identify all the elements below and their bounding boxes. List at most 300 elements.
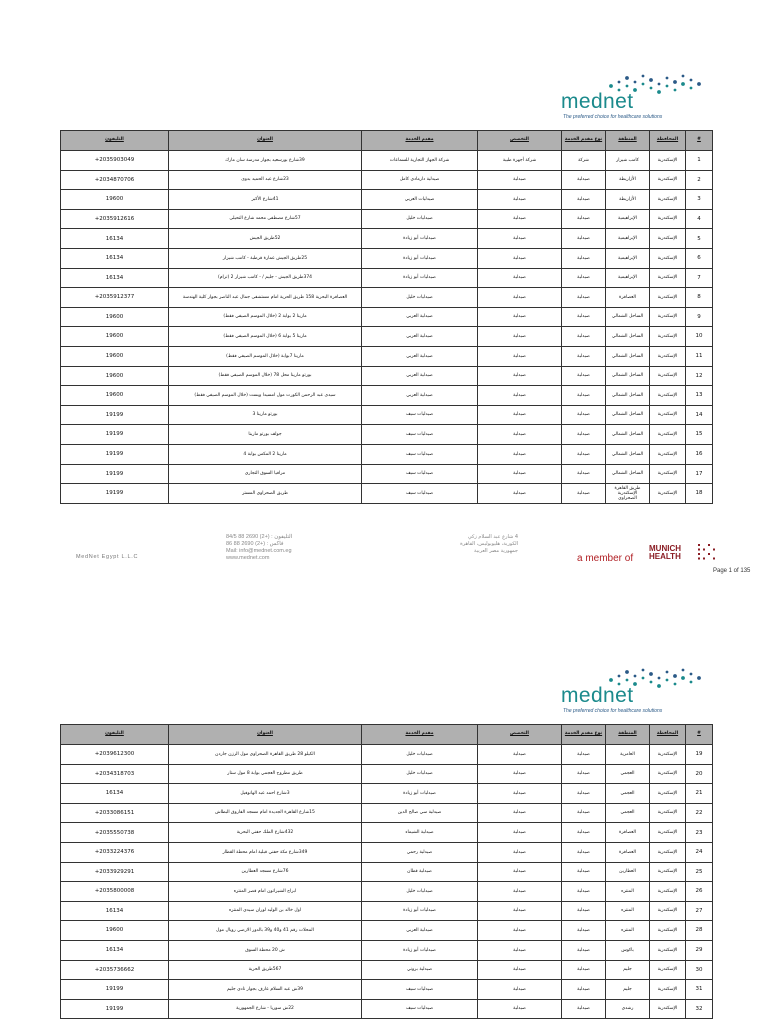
logo-dot <box>626 679 629 682</box>
cell-specialty: صيدلية <box>478 209 562 229</box>
cell-provider-type: صيدلية <box>562 346 606 366</box>
logo-dot <box>658 677 661 680</box>
logo-dot <box>690 87 693 90</box>
cell-address: مارينا 2 المكس بوابة 4 <box>169 444 362 464</box>
cell-provider-name: صيدليات سيف <box>362 484 478 504</box>
cell-governorate: الإسكندرية <box>650 784 686 804</box>
column-header-provider-name: مقدم الخدمة <box>362 725 478 745</box>
cell-area: العصافرة <box>606 288 650 308</box>
munich-health-dot <box>703 558 705 560</box>
cell-area: الساحل الشمالي <box>606 464 650 484</box>
cell-area: الساحل الشمالي <box>606 366 650 386</box>
cell-phone: 19600 <box>61 346 169 366</box>
table-row <box>61 882 713 902</box>
cell-row-number: 29 <box>686 940 713 960</box>
cell-phone: +2034318703 <box>61 764 169 784</box>
cell-specialty: صيدلية <box>478 823 562 843</box>
cell-address: بورتو مارينا محل 78 (خلال الموسم الصيفي فقط) <box>169 366 362 386</box>
logo-dot <box>649 78 653 82</box>
cell-area: الساحل الشمالي <box>606 346 650 366</box>
cell-governorate: الإسكندرية <box>650 190 686 210</box>
cell-provider-name: صيدليات العربي <box>362 190 478 210</box>
cell-address: 432شارع الملك حفني البحرية <box>169 823 362 843</box>
cell-phone: 16134 <box>61 248 169 268</box>
cell-governorate: الإسكندرية <box>650 862 686 882</box>
logo-dot <box>642 83 645 86</box>
logo-dot <box>690 681 693 684</box>
cell-provider-type: صيدلية <box>562 764 606 784</box>
cell-phone: 19199 <box>61 444 169 464</box>
cell-provider-type: شركة <box>562 151 606 171</box>
cell-specialty: صيدلية <box>478 229 562 249</box>
cell-phone: 16134 <box>61 784 169 804</box>
cell-area: العصافرة <box>606 842 650 862</box>
table-row <box>61 209 713 229</box>
cell-row-number: 2 <box>686 170 713 190</box>
cell-provider-type: صيدلية <box>562 464 606 484</box>
cell-provider-name: صيدليات خليل <box>362 209 478 229</box>
cell-governorate: الإسكندرية <box>650 921 686 941</box>
logo-dot <box>618 675 621 678</box>
cell-phone: 19199 <box>61 484 169 504</box>
cell-provider-name: صيدليات أبو زيادة <box>362 784 478 804</box>
cell-address: مارينا 5 بوابة 6 (خلال الموسم الصيفي فقط) <box>169 327 362 347</box>
cell-address: 374طريق الجيش - جليم / - كامب شيزار 2 (ترام) <box>169 268 362 288</box>
munich-health-dot <box>698 544 700 546</box>
cell-row-number: 23 <box>686 823 713 843</box>
cell-governorate: الإسكندرية <box>650 901 686 921</box>
cell-area: المنتزه <box>606 882 650 902</box>
cell-phone: 19199 <box>61 464 169 484</box>
cell-row-number: 13 <box>686 386 713 406</box>
cell-provider-type: صيدلية <box>562 268 606 288</box>
cell-address: ابراج الشيراتون امام قصر المنتزه <box>169 882 362 902</box>
logo-dot <box>609 678 613 682</box>
cell-address: مرافيا السوق التجاري <box>169 464 362 484</box>
cell-provider-name: صيدلية رحمي <box>362 842 478 862</box>
table-body <box>61 151 713 504</box>
cell-row-number: 14 <box>686 405 713 425</box>
logo-dot <box>609 84 613 88</box>
cell-provider-type: صيدلية <box>562 425 606 445</box>
logo-dot <box>657 90 661 94</box>
cell-row-number: 18 <box>686 484 713 504</box>
cell-phone: 19600 <box>61 921 169 941</box>
cell-address: 349شارع مكة حفني قبلية امام محطة القطار <box>169 842 362 862</box>
cell-area: العطارين <box>606 862 650 882</box>
cell-row-number: 8 <box>686 288 713 308</box>
cell-address: 41شارع الأكبر <box>169 190 362 210</box>
cell-specialty: صيدلية <box>478 307 562 327</box>
cell-provider-type: صيدلية <box>562 444 606 464</box>
footer-contact <box>226 534 292 562</box>
cell-area: الساحل الشمالي <box>606 327 650 347</box>
table-row <box>61 784 713 804</box>
cell-provider-type: صيدلية <box>562 921 606 941</box>
cell-address: 15شارع القاهرة الجديدة امام مسجد الفاروق البطاش <box>169 803 362 823</box>
logo-dot <box>626 85 629 88</box>
cell-area: الإبراهيمية <box>606 248 650 268</box>
table-row <box>61 170 713 190</box>
cell-phone: 19600 <box>61 190 169 210</box>
column-header-specialty: التخصص <box>478 131 562 151</box>
cell-phone: 19600 <box>61 366 169 386</box>
logo-dot <box>673 80 677 84</box>
cell-phone: 19600 <box>61 386 169 406</box>
cell-address: 25طريق الجيش عمارة قرطبة - كامب شيزار <box>169 248 362 268</box>
cell-address: طريق الصحراوي المستر <box>169 484 362 504</box>
table-row <box>61 921 713 941</box>
cell-provider-name: صيدليات أبو زيادة <box>362 229 478 249</box>
column-header-address: العنوان <box>169 131 362 151</box>
cell-specialty: صيدلية <box>478 366 562 386</box>
table-row <box>61 190 713 210</box>
cell-provider-name: صيدليات خليل <box>362 882 478 902</box>
cell-governorate: الإسكندرية <box>650 327 686 347</box>
cell-phone: 16134 <box>61 229 169 249</box>
cell-provider-name: صيدلية العربي <box>362 366 478 386</box>
munich-health-dot <box>703 549 705 551</box>
cell-provider-type: صيدلية <box>562 229 606 249</box>
table-header-row <box>61 131 713 151</box>
cell-address: 39شارع بورسعيد بجوار مدرسة سان مارك <box>169 151 362 171</box>
cell-specialty: صيدلية <box>478 288 562 308</box>
logo-dot <box>634 675 637 678</box>
cell-row-number: 3 <box>686 190 713 210</box>
cell-row-number: 20 <box>686 764 713 784</box>
cell-address: 57شارع مصطفى محمد شارع التحيلى <box>169 209 362 229</box>
cell-phone: +2035736662 <box>61 960 169 980</box>
cell-governorate: الإسكندرية <box>650 229 686 249</box>
cell-provider-type: صيدلية <box>562 901 606 921</box>
cell-governorate: الإسكندرية <box>650 745 686 765</box>
cell-provider-type: صيدلية <box>562 980 606 1000</box>
cell-governorate: الإسكندرية <box>650 882 686 902</box>
logo-dot <box>666 85 669 88</box>
cell-provider-name: صيدليات خليل <box>362 745 478 765</box>
table-row <box>61 901 713 921</box>
providers-table-2 <box>60 724 713 1019</box>
table-row <box>61 229 713 249</box>
cell-address: مارينا 7بوابة (خلال الموسم الصيفي فقط) <box>169 346 362 366</box>
logo-dot <box>682 669 685 672</box>
munich-health-dot <box>698 553 700 555</box>
cell-phone: +2033086151 <box>61 803 169 823</box>
logo-dot <box>681 82 685 86</box>
cell-provider-name: صيدليات أبو زيادة <box>362 940 478 960</box>
cell-area: الأزاريطة <box>606 170 650 190</box>
table-row <box>61 764 713 784</box>
cell-row-number: 22 <box>686 803 713 823</box>
cell-specialty: صيدلية <box>478 248 562 268</box>
logo-dot <box>633 682 637 686</box>
logo-dot <box>681 676 685 680</box>
cell-area: العامرية <box>606 745 650 765</box>
cell-specialty: صيدلية <box>478 882 562 902</box>
column-header-phone: التليفون <box>61 725 169 745</box>
cell-provider-type: صيدلية <box>562 999 606 1019</box>
table-row <box>61 366 713 386</box>
logo-dot <box>649 672 653 676</box>
cell-area: الساحل الشمالي <box>606 405 650 425</box>
cell-specialty: صيدلية <box>478 170 562 190</box>
footer-member-text: a member of <box>577 553 634 564</box>
column-header-area: المنطقة <box>606 131 650 151</box>
logo-dot <box>674 683 677 686</box>
column-header-provider-type: نوع مقدم الخدمة <box>562 725 606 745</box>
table-row <box>61 346 713 366</box>
cell-address: مارينا 2 بوابة 2 (خلال الموسم الصيفي فقط) <box>169 307 362 327</box>
table-row <box>61 248 713 268</box>
cell-provider-type: صيدلية <box>562 842 606 862</box>
logo-wordmark: mednet <box>561 684 634 707</box>
cell-row-number: 10 <box>686 327 713 347</box>
cell-phone: 16134 <box>61 901 169 921</box>
column-header-phone: التليفون <box>61 131 169 151</box>
cell-address: المحلات رقم 41 و40 و39 بالدور الارضي رويال مول <box>169 921 362 941</box>
page-number: Page 1 of 135 <box>713 568 751 574</box>
cell-phone: +2035903049 <box>61 151 169 171</box>
cell-area: العجمي <box>606 803 650 823</box>
cell-area: الساحل الشمالي <box>606 425 650 445</box>
cell-provider-name: صيدليات أبو زيادة <box>362 268 478 288</box>
logo-tagline: The preferred choice for healthcare solutions <box>563 114 663 120</box>
cell-provider-name: صيدلية العربي <box>362 921 478 941</box>
table-row <box>61 268 713 288</box>
cell-governorate: الإسكندرية <box>650 999 686 1019</box>
cell-specialty: صيدلية <box>478 784 562 804</box>
cell-phone: 19199 <box>61 999 169 1019</box>
cell-row-number: 11 <box>686 346 713 366</box>
cell-governorate: الإسكندرية <box>650 764 686 784</box>
cell-row-number: 16 <box>686 444 713 464</box>
logo-dot <box>666 671 669 674</box>
cell-governorate: الإسكندرية <box>650 803 686 823</box>
cell-provider-name: صيدلية قطان <box>362 862 478 882</box>
cell-phone: 19600 <box>61 327 169 347</box>
logo-dot <box>650 87 653 90</box>
cell-provider-name: صيدلية العربي <box>362 307 478 327</box>
cell-phone: +2035912377 <box>61 288 169 308</box>
munich-label: MUNICH <box>649 544 681 553</box>
table-row <box>61 327 713 347</box>
cell-row-number: 24 <box>686 842 713 862</box>
logo-dot <box>690 79 693 82</box>
cell-row-number: 9 <box>686 307 713 327</box>
cell-provider-name: صيدلية العربي <box>362 327 478 347</box>
logo-dot <box>682 75 685 78</box>
cell-governorate: الإسكندرية <box>650 288 686 308</box>
cell-phone: +2034870706 <box>61 170 169 190</box>
table-row <box>61 444 713 464</box>
footer-web: www.mednet.com <box>226 554 270 561</box>
logo-dot <box>634 81 637 84</box>
footer-address-line-3: جمهورية مصر العربية <box>474 547 518 554</box>
cell-area: الإبراهيمية <box>606 209 650 229</box>
cell-provider-name: صيدليات أبو زيادة <box>362 248 478 268</box>
cell-provider-name: صيدلية العربي <box>362 346 478 366</box>
cell-governorate: الإسكندرية <box>650 209 686 229</box>
cell-governorate: الإسكندرية <box>650 464 686 484</box>
footer-company: MedNet Egypt L.L.C <box>76 554 139 560</box>
cell-address: العصافرة البحرية 158 طريق الحرية امام مستشفى جمال عبد الناصر بجوار كلية الهندسة <box>169 288 362 308</box>
cell-phone: 19600 <box>61 307 169 327</box>
cell-provider-name: شركة الجهاز التجارية للسماعات <box>362 151 478 171</box>
cell-provider-type: صيدلية <box>562 248 606 268</box>
cell-area: جليم <box>606 960 650 980</box>
cell-governorate: الإسكندرية <box>650 405 686 425</box>
column-header-provider-type: نوع مقدم الخدمة <box>562 131 606 151</box>
cell-provider-type: صيدلية <box>562 209 606 229</box>
cell-governorate: الإسكندرية <box>650 960 686 980</box>
cell-phone: +2033224376 <box>61 842 169 862</box>
cell-governorate: الإسكندرية <box>650 940 686 960</box>
logo-dot <box>642 669 645 672</box>
cell-specialty: صيدلية <box>478 346 562 366</box>
column-header-governorate: المحافظة <box>650 725 686 745</box>
table-row <box>61 425 713 445</box>
cell-provider-type: صيدلية <box>562 862 606 882</box>
health-label: HEALTH <box>649 552 681 562</box>
table-row <box>61 862 713 882</box>
cell-specialty: صيدلية <box>478 268 562 288</box>
logo-dot <box>618 81 621 84</box>
table-row <box>61 940 713 960</box>
cell-area: المنتزه <box>606 901 650 921</box>
column-header-specialty: التخصص <box>478 725 562 745</box>
table-row <box>61 745 713 765</box>
cell-provider-type: صيدلية <box>562 327 606 347</box>
cell-governorate: الإسكندرية <box>650 170 686 190</box>
logo-dot <box>642 677 645 680</box>
cell-phone: +2035550738 <box>61 823 169 843</box>
cell-address: 3شارع احمد عبد الهانوفيل <box>169 784 362 804</box>
table-row <box>61 288 713 308</box>
cell-address: ش 20 محطة السوق <box>169 940 362 960</box>
cell-area: المنتزه <box>606 921 650 941</box>
cell-area: الإبراهيمية <box>606 229 650 249</box>
mednet-logo <box>561 72 711 128</box>
cell-provider-name: صيدلية سي صالح الدين <box>362 803 478 823</box>
cell-provider-type: صيدلية <box>562 960 606 980</box>
cell-provider-type: صيدلية <box>562 803 606 823</box>
table-row <box>61 464 713 484</box>
cell-provider-name: صيدليات خليل <box>362 764 478 784</box>
cell-specialty: صيدلية <box>478 190 562 210</box>
cell-provider-name: صيدلية الشيماء <box>362 823 478 843</box>
cell-governorate: الإسكندرية <box>650 346 686 366</box>
cell-specialty: شركة أجهزة طبية <box>478 151 562 171</box>
cell-row-number: 32 <box>686 999 713 1019</box>
cell-address: 52طريق الجيش <box>169 229 362 249</box>
cell-row-number: 5 <box>686 229 713 249</box>
footer-phone: التليفون : (+2) 2690 88 84/5 <box>226 534 293 540</box>
munich-health-dot <box>698 558 700 560</box>
cell-provider-name: صيدليات خليل <box>362 288 478 308</box>
cell-specialty: صيدلية <box>478 999 562 1019</box>
footer-address-line-2: الكوربة، هليوبوليس، القاهرة <box>460 540 518 547</box>
page-footer <box>0 516 768 580</box>
cell-provider-type: صيدلية <box>562 484 606 504</box>
cell-provider-type: صيدلية <box>562 288 606 308</box>
cell-area: باكوس <box>606 940 650 960</box>
logo-dot <box>673 674 677 678</box>
cell-area: جليم <box>606 980 650 1000</box>
cell-specialty: صيدلية <box>478 764 562 784</box>
column-header-provider-name: مقدم الخدمة <box>362 131 478 151</box>
table-row <box>61 803 713 823</box>
cell-governorate: الإسكندرية <box>650 386 686 406</box>
cell-provider-name: صيدليات سيف <box>362 405 478 425</box>
cell-specialty: صيدلية <box>478 386 562 406</box>
cell-phone: 19199 <box>61 425 169 445</box>
logo-dot <box>625 670 629 674</box>
cell-specialty: صيدلية <box>478 940 562 960</box>
munich-health-dot <box>698 549 700 551</box>
cell-specialty: صيدلية <box>478 405 562 425</box>
cell-specialty: صيدلية <box>478 862 562 882</box>
table-row <box>61 960 713 980</box>
footer-address <box>434 534 518 554</box>
cell-area: العجمي <box>606 764 650 784</box>
cell-row-number: 12 <box>686 366 713 386</box>
footer-mail: Mail: info@mednet.com.eg <box>226 547 292 554</box>
table-row <box>61 842 713 862</box>
cell-area: العصافرة <box>606 823 650 843</box>
column-header-row-number: # <box>686 131 713 151</box>
munich-health-dot <box>713 558 715 560</box>
table-row <box>61 980 713 1000</box>
cell-area: رشدي <box>606 999 650 1019</box>
table-row <box>61 151 713 171</box>
logo-dot <box>658 83 661 86</box>
column-header-area: المنطقة <box>606 725 650 745</box>
cell-provider-type: صيدلية <box>562 940 606 960</box>
cell-row-number: 21 <box>686 784 713 804</box>
cell-provider-type: صيدلية <box>562 170 606 190</box>
cell-phone: 16134 <box>61 940 169 960</box>
cell-specialty: صيدلية <box>478 327 562 347</box>
cell-provider-type: صيدلية <box>562 882 606 902</box>
cell-phone: 19199 <box>61 980 169 1000</box>
logo-dot <box>625 76 629 80</box>
table-row <box>61 999 713 1019</box>
cell-provider-type: صيدلية <box>562 307 606 327</box>
cell-address: الكيلو 28 طريق القاهرة الصحراوي مول الرزن جاردن <box>169 745 362 765</box>
cell-specialty: صيدلية <box>478 842 562 862</box>
cell-specialty: صيدلية <box>478 484 562 504</box>
cell-row-number: 6 <box>686 248 713 268</box>
cell-row-number: 31 <box>686 980 713 1000</box>
mednet-logo <box>561 666 711 722</box>
footer-fax: فاكس : (+2) 2690 88 86 <box>226 540 284 547</box>
cell-row-number: 28 <box>686 921 713 941</box>
cell-specialty: صيدلية <box>478 960 562 980</box>
cell-governorate: الإسكندرية <box>650 823 686 843</box>
column-header-address: العنوان <box>169 725 362 745</box>
cell-area: الساحل الشمالي <box>606 307 650 327</box>
cell-address: سيدى عبد الرحمن الكورت مول امسيدا ويست (خلال الموسم الصيفي فقط) <box>169 386 362 406</box>
cell-specialty: صيدلية <box>478 425 562 445</box>
logo-dot <box>674 89 677 92</box>
munich-health-dot <box>713 549 715 551</box>
cell-provider-name: صيدلية العربي <box>362 386 478 406</box>
logo-dot <box>650 681 653 684</box>
cell-address: 76شارع مسجد العطارين <box>169 862 362 882</box>
cell-provider-name: صيدليات سيف <box>362 999 478 1019</box>
cell-row-number: 30 <box>686 960 713 980</box>
providers-table-1 <box>60 130 713 504</box>
